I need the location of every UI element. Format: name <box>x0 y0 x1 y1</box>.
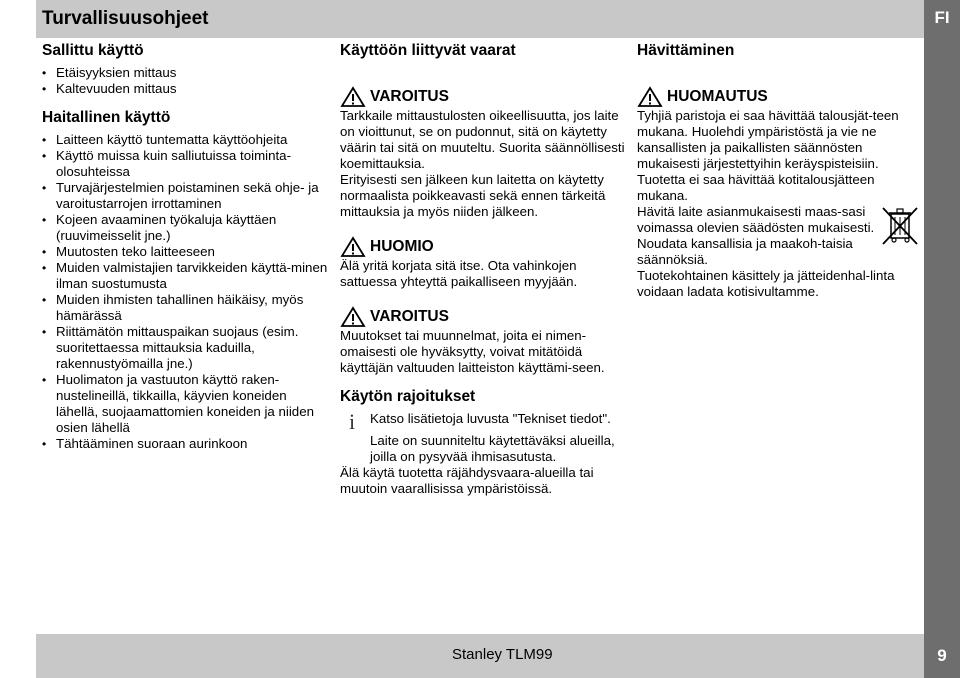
disposal-paragraph: Tuotekohtainen käsittely ja jätteidenhal-linta voidaan ladata kotisivultamme. <box>637 268 895 299</box>
limits-text: Laite on suunniteltu käytettäväksi alueilla, joilla on pysyvää ihmisasutusta. <box>370 433 615 464</box>
notice-header <box>637 86 923 108</box>
warning-text: Muutokset tai muunnelmat, joita ei nimen-omaisesti ole hyväksytty, voivat mitätöidä käyttäjän valtuuden laitteiston käyttämi-seen. <box>340 328 605 375</box>
info-icon: i <box>348 409 356 434</box>
list-item: • Muiden valmistajien tarvikkeiden käyttä-minen ilman suostumusta <box>42 260 328 292</box>
disposal-heading: Hävittäminen <box>637 42 735 59</box>
allowed-use-list <box>42 65 328 97</box>
disposal-paragraph: Tyhjiä paristoja ei saa hävittää talousjät-teen mukana. Huolehdi ympäristöstä ja vie ne kansallisten ja paikallisten säännösten mukaisesti järjestettyihin keräyspisteisiin. <box>637 108 899 171</box>
column-disposal <box>637 40 923 300</box>
harmful-use-list <box>42 132 328 452</box>
disposal-text <box>637 108 923 300</box>
list-item: • Etäisyyksien mittaus <box>42 65 328 81</box>
warning-header <box>340 306 626 328</box>
list-item: • Huolimaton ja vastuuton käyttö raken-nustelineillä, tikkailla, käyvien koneiden lähellä, suojaamattomien koneiden ja niiden osien lähellä <box>42 372 328 436</box>
info-text: Katso lisätietoja luvusta "Tekniset tiedot". <box>370 411 611 426</box>
allowed-use-heading: Sallittu käyttö <box>42 42 144 59</box>
list-item: • Riittämätön mittauspaikan suojaus (esim. suoritettaessa mittauksia kaduilla, rakennustyömailla jne.) <box>42 324 328 372</box>
list-item: • Muutosten teko laitteeseen <box>42 244 328 260</box>
disposal-paragraph: Hävitä laite asianmukaisesti maas-sasi voimassa olevien säädösten mukaisesti. <box>637 204 875 235</box>
caution-title: HUOMIO <box>370 238 434 255</box>
warning-header <box>340 86 626 108</box>
warning-text: Erityisesti sen jälkeen kun laitetta on käytetty normaalista poikkeavasti sekä ennen tärkeitä mittauksia ja myös niiden jälkeen. <box>340 172 606 219</box>
list-item: • Turvajärjestelmien poistaminen sekä ohje- ja varoitustarrojen irrottaminen <box>42 180 328 212</box>
hazards-heading: Käyttöön liittyvät vaarat <box>340 42 516 59</box>
list-item: • Kaltevuuden mittaus <box>42 81 328 97</box>
warning-triangle-icon <box>637 86 663 108</box>
info-note <box>340 411 626 433</box>
language-tab: FI <box>934 8 950 27</box>
list-item: • Muiden ihmisten tahallinen häikäisy, myös hämärässä <box>42 292 328 324</box>
disposal-paragraph: Tuotetta ei saa hävittää kotitalousjätteen mukana. <box>637 172 875 203</box>
page-title: Turvallisuusohjeet <box>42 8 209 29</box>
disposal-paragraph: Noudata kansallisia ja maakoh-taisia säännöksiä. <box>637 236 853 267</box>
disposal-bin-block <box>637 204 923 268</box>
list-item: • Kojeen avaaminen työkaluja käyttäen (ruuvimeisselit jne.) <box>42 212 328 244</box>
warning-title: VAROITUS <box>370 308 449 325</box>
list-item: • Käyttö muissa kuin salliutuissa toiminta-olosuhteissa <box>42 148 328 180</box>
caution-header <box>340 236 626 258</box>
warning-text: Tarkkaile mittaustulosten oikeellisuutta, jos laite on vioittunut, se on pudonnut, sitä on käytetty väärin tai sitä on muuteltu. Suorita säännöllisesti koemittauksia. <box>340 108 625 171</box>
limits-text: Älä käytä tuotetta räjähdysvaara-alueilla tai muutoin vaarallisissa ympäristöissä. <box>340 465 594 496</box>
caution-text: Älä yritä korjata sitä itse. Ota vahinkojen sattuessa yhteyttä paikalliseen myyjään. <box>340 258 578 289</box>
column-hazards <box>340 40 626 497</box>
column-usage <box>42 40 328 452</box>
crossed-bin-icon <box>881 204 919 246</box>
warning-triangle-icon <box>340 236 366 258</box>
harmful-use-heading: Haitallinen käyttö <box>42 109 171 126</box>
page-number: 9 <box>937 646 947 665</box>
warning-triangle-icon <box>340 86 366 108</box>
warning-title: VAROITUS <box>370 88 449 105</box>
footer-product: Stanley TLM99 <box>452 646 553 663</box>
list-item: • Laitteen käyttö tuntematta käyttöohjeita <box>42 132 328 148</box>
warning-triangle-icon <box>340 306 366 328</box>
notice-title: HUOMAUTUS <box>667 88 768 105</box>
usage-limits-heading: Käytön rajoitukset <box>340 388 476 405</box>
language-tab-band <box>924 0 960 678</box>
list-item: • Tähtääminen suoraan aurinkoon <box>42 436 328 452</box>
